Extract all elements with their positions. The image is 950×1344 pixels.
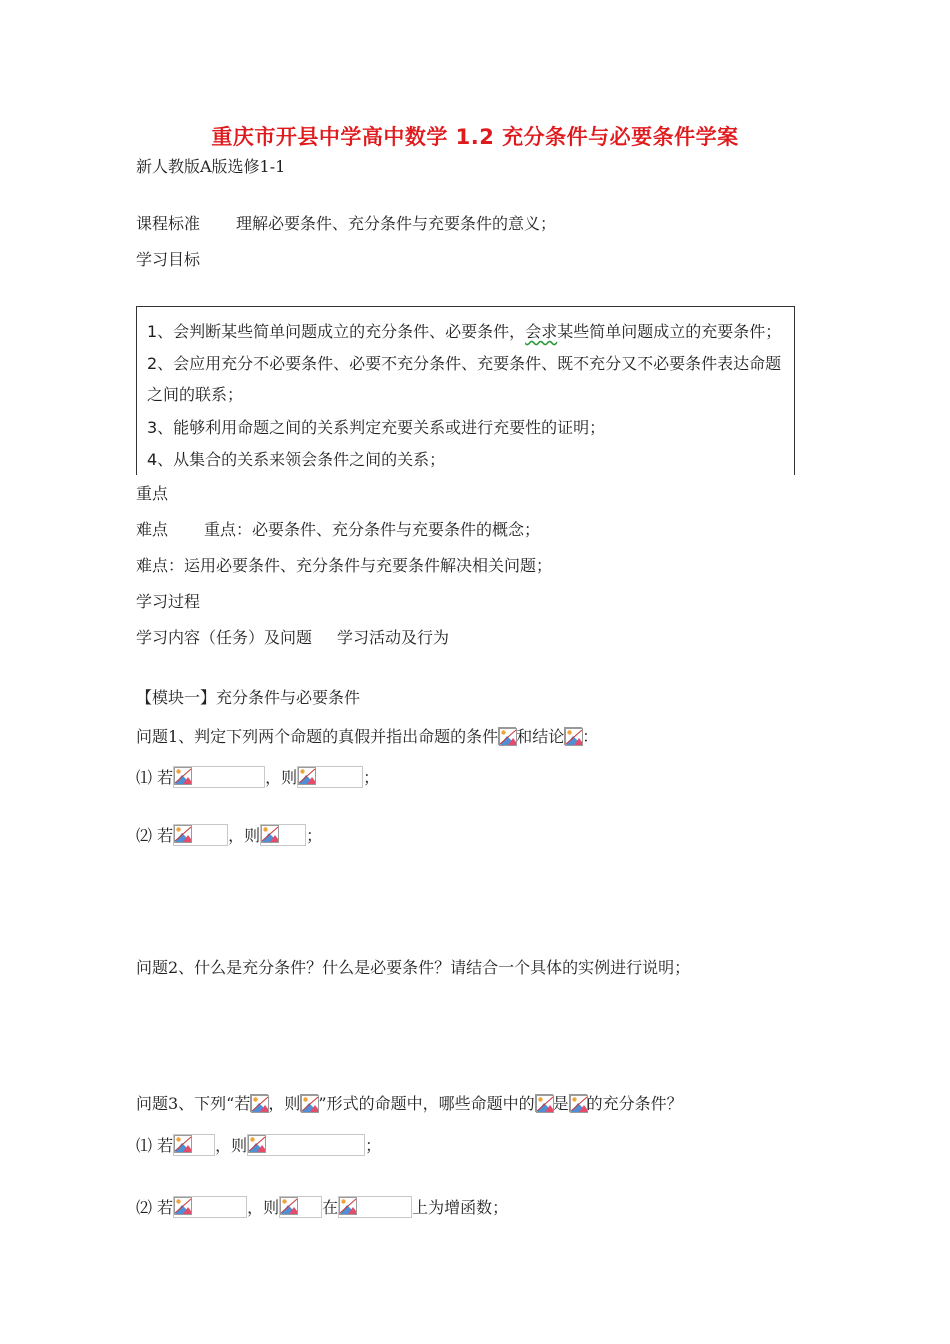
formula-image-field: [173, 766, 265, 788]
question-3-part-3: ”形式的命题中，哪些命题中的: [318, 1094, 535, 1113]
in-text: 在: [322, 1198, 339, 1217]
then-text: ，则: [228, 826, 261, 845]
broken-image-icon: [250, 1094, 268, 1112]
goal-2-line-2: 之间的联系；: [147, 385, 244, 404]
question-3: [136, 1094, 683, 1114]
goal-1: [147, 319, 781, 342]
question-1-item-1: [136, 766, 379, 788]
item-number: ⑵: [136, 1198, 153, 1217]
question-1-prefix: 问题1、判定下列两个命题的真假并指出命题的条件: [136, 727, 499, 746]
if-text: 若: [157, 1136, 174, 1155]
question-1-end: ：: [582, 727, 599, 746]
question-3-item-1: [136, 1134, 381, 1156]
broken-image-icon: [280, 1197, 298, 1215]
goal-1-suffix: 某些简单问题成立的充要条件；: [557, 322, 782, 341]
page-title: 重庆市开县中学高中数学 1.2 充分条件与必要条件学案: [211, 125, 739, 149]
broken-image-icon: [535, 1094, 553, 1112]
increasing-function-text: 上为增函数；: [412, 1198, 509, 1217]
broken-image-icon: [564, 727, 582, 745]
difficulty-text: 难点：运用必要条件、充分条件与充要条件解决相关问题；: [136, 556, 553, 575]
broken-image-icon: [339, 1197, 357, 1215]
question-1-mid: 和结论: [516, 727, 565, 746]
broken-image-icon: [174, 1135, 192, 1153]
then-text: ，则: [215, 1136, 248, 1155]
if-text: 若: [157, 1198, 174, 1217]
question-3-part-5: 的充分条件？: [586, 1094, 683, 1113]
key-text: 重点：必要条件、充分条件与充要条件的概念；: [204, 520, 541, 539]
learning-goals-label: 学习目标: [136, 250, 201, 269]
activity-header: 学习活动及行为: [337, 628, 450, 647]
formula-image-field: [173, 1196, 247, 1218]
formula-image-field: [338, 1196, 412, 1218]
then-text: ，则: [247, 1198, 280, 1217]
goal-1-wavy: 会求: [525, 322, 558, 341]
item-number: ⑴: [136, 768, 153, 787]
question-3-item-2: [136, 1196, 508, 1218]
key-label: 重点: [136, 484, 169, 503]
formula-image-field: [173, 1134, 215, 1156]
goal-1-prefix: 1、会判断某些简单问题成立的充分条件、必要条件，: [147, 322, 526, 341]
question-3-part-1: 问题3、下列“若: [136, 1094, 251, 1113]
question-3-part-2: ，则: [268, 1094, 301, 1113]
broken-image-icon: [248, 1135, 266, 1153]
formula-image-field: [247, 1134, 365, 1156]
question-1-item-2: [136, 824, 322, 846]
broken-image-icon: [174, 767, 192, 785]
semicolon: ；: [306, 826, 323, 845]
question-1: [136, 727, 598, 747]
broken-image-icon: [298, 767, 316, 785]
formula-image-field: [297, 766, 363, 788]
formula-image-field: [279, 1196, 322, 1218]
broken-image-icon: [569, 1094, 587, 1112]
semicolon: ；: [365, 1136, 382, 1155]
broken-image-icon: [300, 1094, 318, 1112]
if-text: 若: [157, 768, 174, 787]
goal-3: 3、能够利用命题之间的关系判定充要关系或进行充要性的证明；: [147, 418, 606, 437]
semicolon: ；: [363, 768, 380, 787]
item-number: ⑴: [136, 1136, 153, 1155]
question-2: 问题2、什么是充分条件？什么是必要条件？请结合一个具体的实例进行说明；: [136, 958, 691, 977]
formula-image-field: [173, 824, 228, 846]
module-1-heading: 【模块一】充分条件与必要条件: [136, 688, 361, 707]
if-text: 若: [157, 826, 174, 845]
process-label: 学习过程: [136, 592, 201, 611]
subtitle: 新人教版A版选修1-1: [136, 157, 286, 176]
broken-image-icon: [261, 825, 279, 843]
difficulty-label: 难点: [136, 520, 169, 539]
content-header: 学习内容（任务）及问题: [136, 628, 313, 647]
question-3-part-4: 是: [552, 1094, 569, 1113]
item-number: ⑵: [136, 826, 153, 845]
goal-2-line-1: 2、会应用充分不必要条件、必要不充分条件、充要条件、既不充分又不必要条件表达命题: [147, 354, 782, 373]
broken-image-icon: [174, 1197, 192, 1215]
course-standard-text: 理解必要条件、充分条件与充要条件的意义；: [236, 214, 557, 233]
goal-4: 4、从集合的关系来领会条件之间的关系；: [147, 450, 446, 469]
then-text: ，则: [265, 768, 298, 787]
broken-image-icon: [174, 825, 192, 843]
formula-image-field: [260, 824, 306, 846]
course-standard-label: 课程标准: [136, 214, 201, 233]
learning-goals-box: [136, 306, 795, 475]
broken-image-icon: [498, 727, 516, 745]
